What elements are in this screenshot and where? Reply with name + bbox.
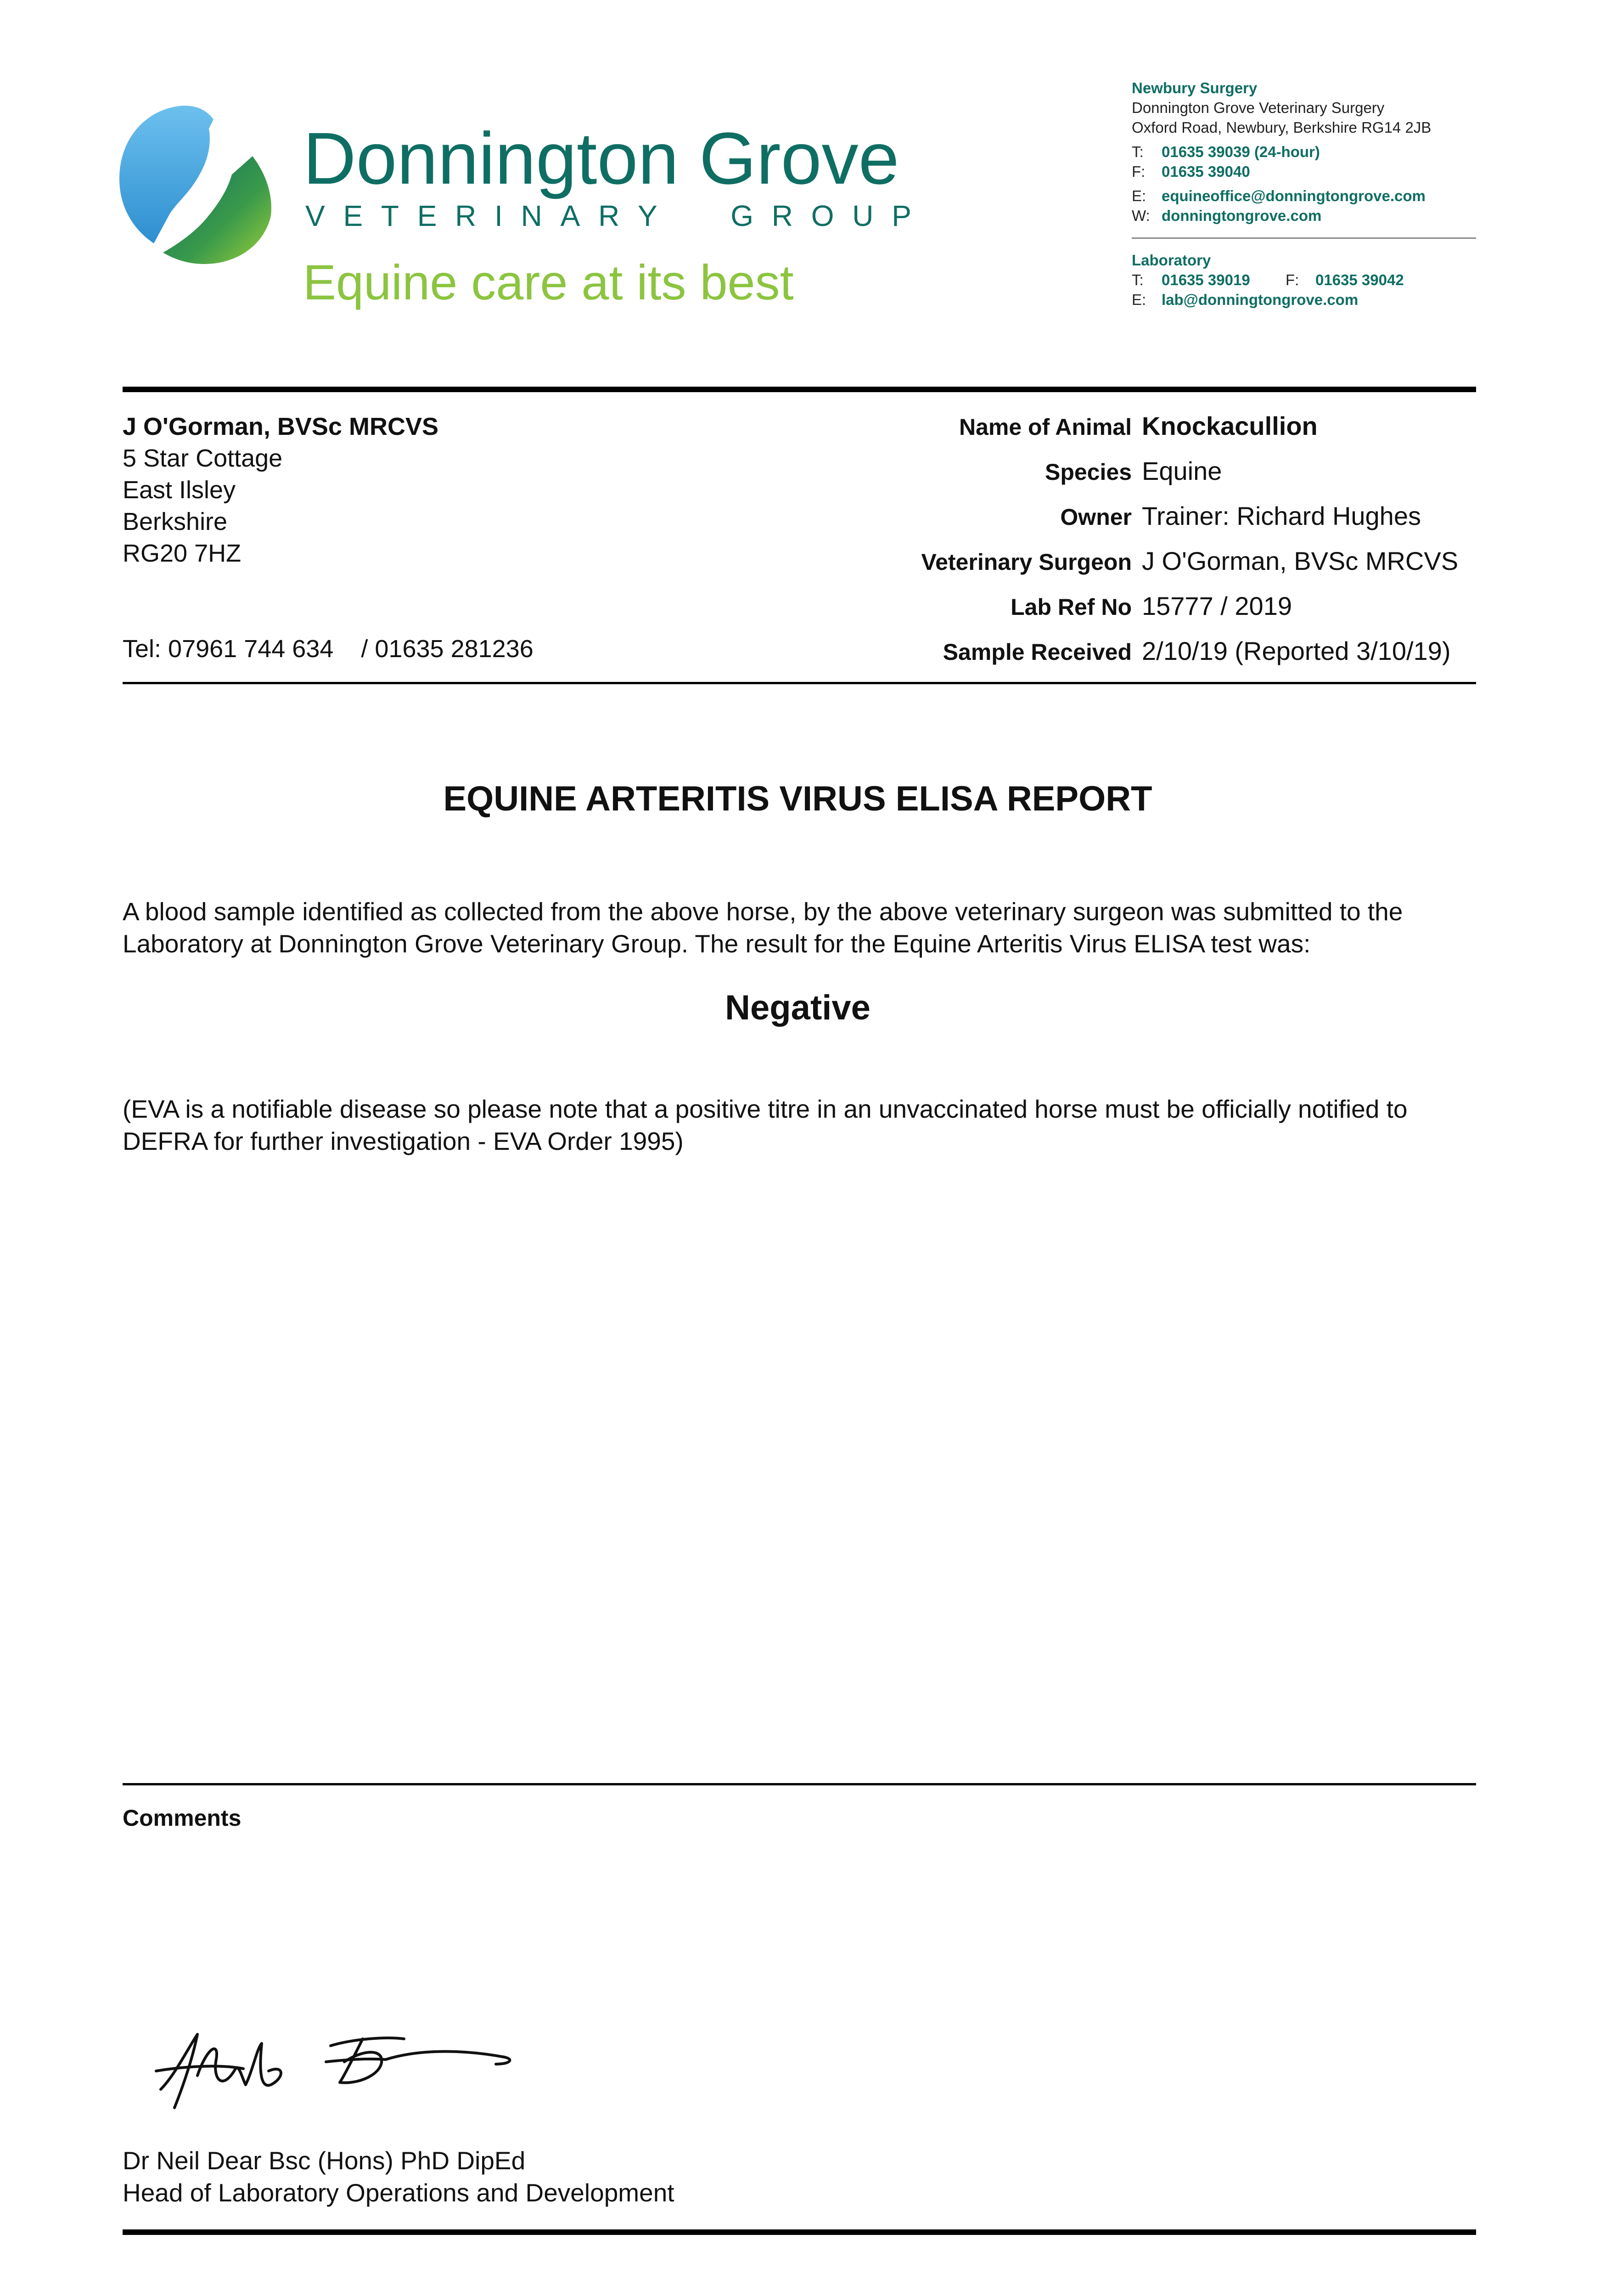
surgery-heading: Newbury Surgery (1132, 79, 1258, 96)
brand-group-letter: R (598, 199, 620, 232)
detail-label: Sample Received (943, 639, 1132, 665)
detail-row-lab-ref (826, 591, 1476, 636)
brand-group-letter: T (381, 199, 399, 232)
surgery-email-link[interactable]: equineoffice@donningtongrove.com (1162, 187, 1426, 204)
brand-group-letter: R (771, 199, 793, 232)
signature-image (147, 2020, 542, 2112)
detail-row-received (826, 636, 1476, 681)
recipient-tel: Tel: 07961 744 634 / 01635 281236 (123, 635, 534, 663)
email-label: E: (1132, 291, 1146, 308)
detail-value: Equine (1142, 456, 1222, 485)
fax-label: F: (1286, 271, 1299, 288)
address-line: Berkshire (123, 508, 228, 535)
phone-label: T: (1132, 143, 1144, 160)
surgery-fax-row (1132, 162, 1485, 181)
surgery-contact-block (1132, 78, 1485, 225)
surgery-web-row (1132, 206, 1485, 225)
recipient-name: J O'Gorman, BVSc MRCVS (123, 413, 438, 440)
brand-group-gap (675, 200, 712, 232)
surgery-phone-row (1132, 142, 1485, 162)
contact-divider (1132, 237, 1476, 239)
detail-value: Knockacullion (1142, 411, 1318, 440)
detail-label: Species (1045, 459, 1132, 485)
detail-value: 15777 / 2019 (1142, 591, 1292, 620)
detail-label: Veterinary Surgeon (921, 549, 1132, 575)
surgery-address: Oxford Road, Newbury, Berkshire RG14 2JB (1132, 119, 1432, 136)
surgery-name: Donnington Grove Veterinary Surgery (1132, 99, 1385, 116)
detail-value: J O'Gorman, BVSc MRCVS (1142, 546, 1459, 575)
report-note: (EVA is a notifiable disease so please note that a positive titre in an unvaccinated horse must be officially notified to DEFRA for further investigation - EVA Order 1995) (123, 1095, 1408, 1155)
brand-group-letter: V (305, 199, 325, 232)
surgery-phone[interactable]: 01635 39039 (24-hour) (1162, 143, 1320, 160)
laboratory-fax: 01635 39042 (1315, 271, 1404, 288)
signatory-name: Dr Neil Dear Bsc (Hons) PhD DipEd (123, 2146, 526, 2175)
brand-name: Donnington Grove (303, 117, 899, 199)
detail-label: Owner (1060, 504, 1132, 530)
brand-group-letter: U (852, 199, 874, 232)
surgery-fax: 01635 39040 (1162, 163, 1250, 180)
brand-tagline: Equine care at its best (303, 254, 794, 310)
detail-value: Trainer: Richard Hughes (1142, 501, 1421, 530)
detail-row-owner (826, 501, 1476, 546)
laboratory-email-link[interactable]: lab@donningtongrove.com (1162, 291, 1359, 308)
brand-group-letter: N (521, 199, 542, 232)
detail-label: Lab Ref No (1011, 594, 1132, 620)
comments-label: Comments (123, 1805, 241, 1831)
brand-group-letter: I (494, 199, 503, 232)
brand-group-letter: Y (638, 199, 657, 232)
address-line: RG20 7HZ (123, 540, 241, 567)
laboratory-contact-block (1132, 250, 1485, 310)
email-label: E: (1132, 187, 1146, 204)
web-label: W: (1132, 207, 1150, 224)
detail-row-vet (826, 546, 1476, 591)
detail-label: Name of Animal (959, 414, 1132, 440)
address-line: 5 Star Cottage (123, 445, 283, 472)
brand-group-letter: O (811, 199, 834, 232)
bottom-rule (123, 2229, 1476, 2235)
brand-group-letter: G (730, 199, 753, 232)
comments-rule (123, 1783, 1476, 1785)
fax-label: F: (1132, 163, 1146, 180)
top-rule (123, 387, 1476, 392)
laboratory-phone[interactable]: 01635 39019 (1162, 271, 1250, 288)
brand-group-letter: E (417, 199, 437, 232)
recipient-address (123, 411, 438, 569)
brand-group-letter: R (455, 199, 477, 232)
details-bottom-rule (123, 682, 1476, 684)
surgery-email-row (1132, 186, 1485, 206)
laboratory-email-row (1132, 290, 1485, 310)
address-line: East Ilsley (123, 476, 236, 504)
report-title: EQUINE ARTERITIS VIRUS ELISA REPORT (443, 779, 1152, 818)
phone-label: T: (1132, 271, 1144, 288)
brand-group-letter: A (560, 199, 580, 232)
brand-group-letter: P (892, 199, 911, 232)
test-result: Negative (725, 988, 870, 1027)
report-intro: A blood sample identified as collected from the above horse, by the above veterinary surgeon was submitted to the Laboratory at Donnington Grove Veterinary Group. The result for the Equine Arteritis Virus ELISA test was: (123, 897, 1403, 958)
detail-row-animal (826, 411, 1476, 456)
detail-row-species (826, 456, 1476, 501)
laboratory-heading: Laboratory (1132, 252, 1211, 269)
detail-value: 2/10/19 (Reported 3/10/19) (1142, 636, 1451, 665)
signatory-title: Head of Laboratory Operations and Development (123, 2178, 674, 2207)
signatory (123, 2144, 674, 2209)
brand-group-wordmark (305, 200, 911, 232)
brand-group-letter: E (343, 199, 363, 232)
surgery-web-link[interactable]: donningtongrove.com (1162, 207, 1322, 224)
horse-head-logo-icon (115, 101, 280, 266)
case-details (826, 411, 1476, 681)
laboratory-phone-row (1132, 270, 1485, 290)
